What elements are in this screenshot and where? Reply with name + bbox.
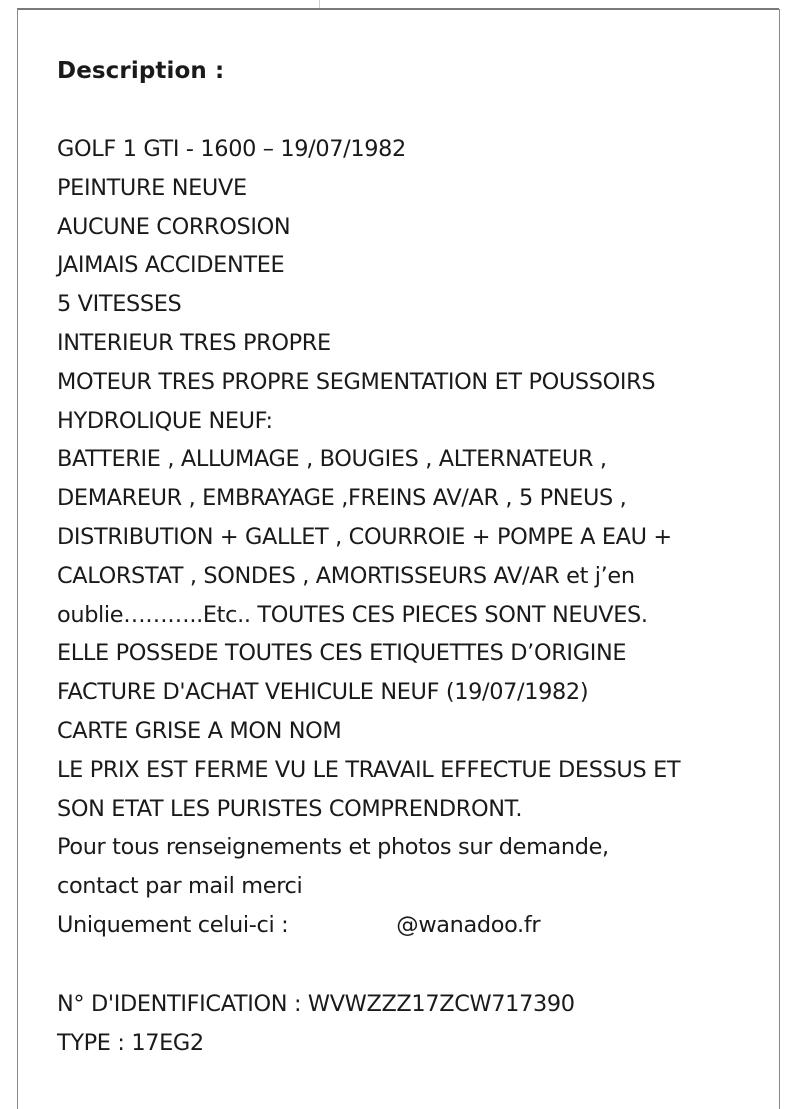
description-line: HYDROLIQUE NEUF: (57, 407, 273, 434)
description-line: 5 VITESSES (57, 291, 182, 318)
description-line: ELLE POSSEDE TOUTES CES ETIQUETTES D’ORIGINE (57, 640, 627, 667)
top-tab-divider (17, 0, 320, 8)
description-line: AUCUNE CORROSION (57, 213, 291, 240)
vehicle-type: TYPE : 17EG2 (57, 1029, 204, 1056)
description-line: FACTURE D'ACHAT VEHICULE NEUF (19/07/1982) (57, 679, 589, 706)
description-line: JAIMAIS ACCIDENTEE (57, 252, 285, 279)
description-line: contact par mail merci (57, 873, 303, 900)
contact-email-line (57, 906, 680, 945)
description-line: MOTEUR TRES PROPRE SEGMENTATION ET POUSSOIRS (57, 368, 656, 395)
description-line: LE PRIX EST FERME VU LE TRAVAIL EFFECTUE DESSUS ET (57, 756, 681, 783)
description-line: oublie………..Etc.. TOUTES CES PIECES SONT NEUVES. (57, 601, 648, 628)
description-line: CALORSTAT , SONDES , AMORTISSEURS AV/AR et j’en (57, 562, 635, 589)
email-label: Uniquement celui-ci : (57, 911, 289, 938)
description-line: DEMAREUR , EMBRAYAGE ,FREINS AV/AR , 5 PNEUS , (57, 485, 627, 512)
description-line: BATTERIE , ALLUMAGE , BOUGIES , ALTERNATEUR , (57, 446, 607, 473)
description-heading: Description : (57, 58, 225, 84)
email-domain[interactable]: @wanadoo.fr (396, 911, 541, 938)
description-line: DISTRIBUTION + GALLET , COURROIE + POMPE A EAU + (57, 523, 672, 550)
description-line: INTERIEUR TRES PROPRE (57, 329, 331, 356)
identification-number: N° D'IDENTIFICATION : WVWZZZ17ZCW717390 (57, 991, 575, 1017)
description-line: CARTE GRISE A MON NOM (57, 717, 342, 744)
description-line: Pour tous renseignements et photos sur demande, (57, 834, 609, 861)
description-line: GOLF 1 GTI - 1600 – 19/07/1982 (57, 136, 406, 162)
description-line: SON ETAT LES PURISTES COMPRENDRONT. (57, 795, 523, 822)
identification-block (57, 985, 575, 1063)
description-lines (57, 130, 680, 945)
description-line: PEINTURE NEUVE (57, 174, 247, 201)
